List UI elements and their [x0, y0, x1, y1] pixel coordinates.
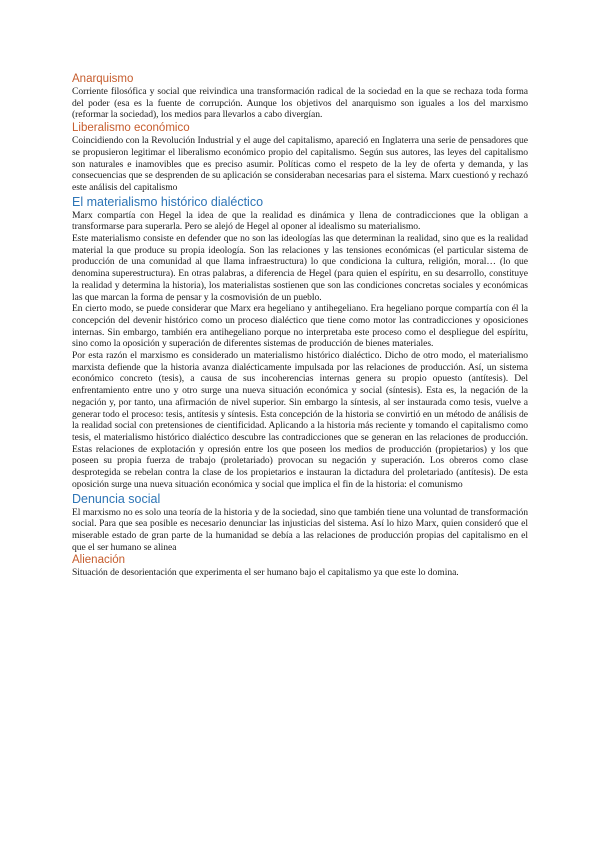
- section-heading-alienacion: Alienación: [72, 554, 126, 567]
- section-paragraph: Por esta razón el marxismo es considerado un materialismo histórico dialéctico. Dicho de otro modo, el materialismo marxista defiende que la historia avanza dialécticamente impulsada por las relaciones de producción. Así, un sistema económico concreto (tesis), a causa de sus incoherencias internas genera su propio opuesto (antítesis). Del enfrentamiento entre uno y otro surge una nueva situación económica y social (síntesis). Esta es, la negación de la negación y, por tanto, una afirmación de nivel superior. Sin embargo la síntesis, al ser instaurada como tesis, vuelve a generar todo el proceso: tesis, antítesis y síntesis. Esta concepción de la historia se convirtió en un método de análisis de la realidad social con pretensiones de cientificidad. Aplicando a la historia más reciente y tomando el capitalismo como tesis, el materialismo histórico dialéctico descubre las contradicciones que se generan en las relaciones de producción. Estas relaciones de explotación y opresión entre los que poseen los medios de producción (propietarios) y los que poseen su propia fuerza de trabajo (proletariado) provocan su negación y superación. Los obreros como clase desprotegida se rebelan contra la clase de los propietarios e instauran la dictadura del proletariado (antítesis). De esta oposición surge una nueva situación económica y social que implica el fin de la historia: el comunismo: [72, 350, 528, 490]
- section-paragraph: El marxismo no es solo una teoría de la historia y de la sociedad, sino que también tiene una voluntad de transformación social. Para que sea posible es necesario denunciar las injusticias del sistema. Así lo hizo Marx, quien consideró que el miserable estado de gran parte de la humanidad se debía a las relaciones de producción propias del capitalismo en el que el ser humano se alinea: [72, 506, 528, 553]
- section-paragraph: Corriente filosófica y social que reivindica una transformación radical de la sociedad en la que se rechaza toda forma del poder (esa es la fuente de corrupción. Aunque los objetivos del anarquismo son iguales a los del marxismo (reformar la sociedad), los medios para llevarlos a cabo divergían.: [72, 86, 528, 121]
- section-paragraph: Este materialismo consiste en defender que no son las ideologías las que determinan la realidad, sino que es la realidad material la que produce su propia ideología. Son las relaciones y las tensiones económicas (el particular sistema de producción de una comunidad al que llama infraestructura) lo que condiciona la cultura, religión, moral… (lo que denomina superestructura). En otras palabras, a diferencia de Hegel (para quien el espíritu, en su desarrollo, constituye la realidad y determina la historia), los materialistas sostienen que son las condiciones concretas sociales y económicas las que marcan la forma de pensar y la cosmovisión de un pueblo.: [72, 233, 528, 303]
- section-heading-liberalismo: Liberalismo económico: [72, 122, 190, 135]
- section-heading-materialismo: El materialismo histórico dialéctico: [72, 194, 264, 209]
- section-paragraph: En cierto modo, se puede considerar que Marx era hegeliano y antihegeliano. Era hegeliano porque compartía con él la concepción del devenir histórico como un proceso dialéctico que tiene como motor las contradicciones y oposiciones internas. Sin embargo, también era antihegeliano porque no interpretaba este proceso como el despliegue del espíritu, sino como la oposición y superación de diferentes sistemas de producción de bienes materiales.: [72, 303, 528, 350]
- section-paragraph: Coincidiendo con la Revolución Industrial y el auge del capitalismo, apareció en Inglaterra una serie de pensadores que se propusieron legitimar el liberalismo económico propio del capitalismo. Según sus autores, las leyes del capitalismo son naturales e inamovibles que es preciso asumir. Políticas como el respeto de la ley de oferta y demanda, y las consecuencias que se desprenden de su aplicación se consideraban necesarias para el sistema. Marx cuestionó y rechazó este análisis del capitalismo: [72, 135, 528, 193]
- section-heading-denuncia: Denuncia social: [72, 491, 161, 506]
- document-page: [72, 72, 528, 579]
- section-paragraph: Situación de desorientación que experimenta el ser humano bajo el capitalismo ya que este lo domina.: [72, 567, 459, 579]
- section-paragraph: Marx compartía con Hegel la idea de que la realidad es dinámica y llena de contradicciones que la obligan a transformarse para superarla. Pero se alejó de Hegel al oponer al idealismo su materialismo.: [72, 209, 528, 233]
- section-heading-anarquismo: Anarquismo: [72, 73, 134, 85]
